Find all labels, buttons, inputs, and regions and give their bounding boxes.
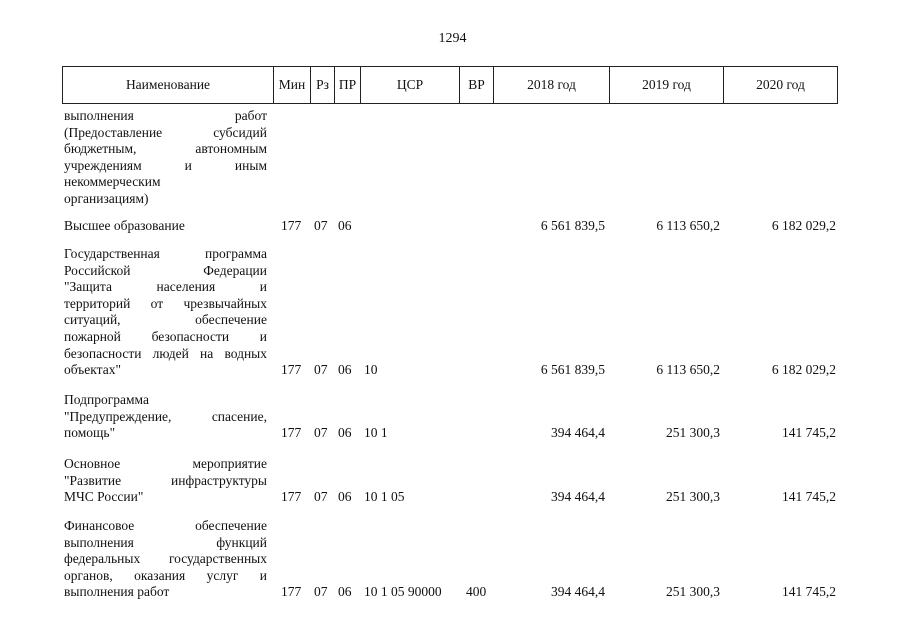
row-name-line: выполнения работ bbox=[64, 584, 170, 600]
header-vr: ВР bbox=[459, 67, 493, 103]
row-name-line: безопасности людей на водных bbox=[64, 345, 267, 361]
row-name-line: "Развитие инфраструктуры bbox=[64, 472, 267, 488]
header-min: Мин bbox=[273, 67, 310, 103]
header-rz: Рз bbox=[310, 67, 334, 103]
row-name-line: объектах" bbox=[64, 362, 121, 378]
row-csr: 10 1 bbox=[364, 425, 388, 441]
row-2020: 141 745,2 bbox=[782, 425, 836, 441]
row-vr: 400 bbox=[466, 584, 487, 600]
row-rz: 07 bbox=[314, 584, 328, 600]
row-name-line: "Защита населения и bbox=[64, 279, 267, 295]
row-rz: 07 bbox=[314, 489, 328, 505]
header-name: Наименование bbox=[125, 77, 211, 92]
row-name-line: Подпрограмма bbox=[64, 392, 149, 407]
row-2020: 6 182 029,2 bbox=[771, 218, 836, 233]
row-2019: 251 300,3 bbox=[666, 489, 720, 505]
row-min: 177 bbox=[281, 584, 302, 600]
row-pr: 06 bbox=[338, 218, 352, 233]
row-name-line: выполнения работ bbox=[64, 108, 267, 123]
row-min: 177 bbox=[281, 362, 302, 378]
row-2018: 6 561 839,5 bbox=[540, 218, 605, 233]
row-2018: 394 464,4 bbox=[551, 425, 605, 441]
row-name bbox=[64, 108, 267, 208]
row-name-line: МЧС России" bbox=[64, 489, 144, 505]
row-2019: 251 300,3 bbox=[666, 584, 720, 600]
row-2018: 394 464,4 bbox=[551, 489, 605, 505]
row-min: 177 bbox=[281, 489, 302, 505]
row-2019: 6 113 650,2 bbox=[656, 362, 720, 378]
row-name-line: "Предупреждение, спасение, bbox=[64, 408, 267, 424]
row-name-line: Высшее образование bbox=[64, 218, 185, 233]
row-name bbox=[64, 456, 267, 506]
row-rz: 07 bbox=[314, 218, 328, 233]
page-number: 1294 bbox=[438, 31, 467, 46]
header-csr: ЦСР bbox=[360, 67, 459, 103]
header-2020: 2020 год bbox=[723, 67, 837, 103]
header-2019: 2019 год bbox=[609, 67, 723, 103]
row-2020: 6 182 029,2 bbox=[771, 362, 836, 378]
row-2020: 141 745,2 bbox=[782, 489, 836, 505]
row-pr: 06 bbox=[338, 489, 352, 505]
row-name-line: Российской Федерации bbox=[64, 262, 267, 278]
row-min: 177 bbox=[281, 218, 302, 233]
header-2018: 2018 год bbox=[493, 67, 609, 103]
row-csr: 10 bbox=[364, 362, 378, 378]
row-name-line: пожарной безопасности и bbox=[64, 328, 267, 344]
row-2019: 251 300,3 bbox=[666, 425, 720, 441]
row-name-line: бюджетным, автономным bbox=[64, 141, 267, 157]
row-name-line: выполнения функций bbox=[64, 534, 267, 550]
row-2018: 394 464,4 bbox=[551, 584, 605, 600]
row-min: 177 bbox=[281, 425, 302, 441]
row-name-line: федеральных государственных bbox=[64, 551, 267, 567]
row-pr: 06 bbox=[338, 584, 352, 600]
row-name-line: организациям) bbox=[64, 190, 149, 206]
row-name bbox=[64, 518, 267, 601]
row-name-line: помощь" bbox=[64, 425, 116, 441]
row-rz: 07 bbox=[314, 425, 328, 441]
row-2019: 6 113 650,2 bbox=[656, 218, 720, 233]
row-rz: 07 bbox=[314, 362, 328, 378]
row-csr: 10 1 05 bbox=[364, 489, 405, 505]
row-pr: 06 bbox=[338, 362, 352, 378]
row-name-line: ситуаций, обеспечение bbox=[64, 312, 267, 328]
row-name bbox=[64, 392, 267, 442]
row-name-line: территорий от чрезвычайных bbox=[64, 295, 267, 311]
row-2018: 6 561 839,5 bbox=[540, 362, 605, 378]
row-name-line: Государственная программа bbox=[64, 246, 267, 261]
row-name-line: Финансовое обеспечение bbox=[64, 518, 267, 533]
row-pr: 06 bbox=[338, 425, 352, 441]
row-name-line: некоммерческим bbox=[64, 174, 161, 190]
row-name-line: органов, оказания услуг и bbox=[64, 567, 267, 583]
table-header bbox=[62, 66, 838, 104]
row-name-line: учреждениям и иным bbox=[64, 157, 267, 173]
header-pr: ПР bbox=[334, 67, 360, 103]
row-csr: 10 1 05 90000 bbox=[364, 584, 442, 600]
row-name bbox=[64, 218, 267, 235]
row-name-line: (Предоставление субсидий bbox=[64, 124, 267, 140]
row-2020: 141 745,2 bbox=[782, 584, 836, 600]
row-name bbox=[64, 246, 267, 379]
row-name-line: Основное мероприятие bbox=[64, 456, 267, 471]
